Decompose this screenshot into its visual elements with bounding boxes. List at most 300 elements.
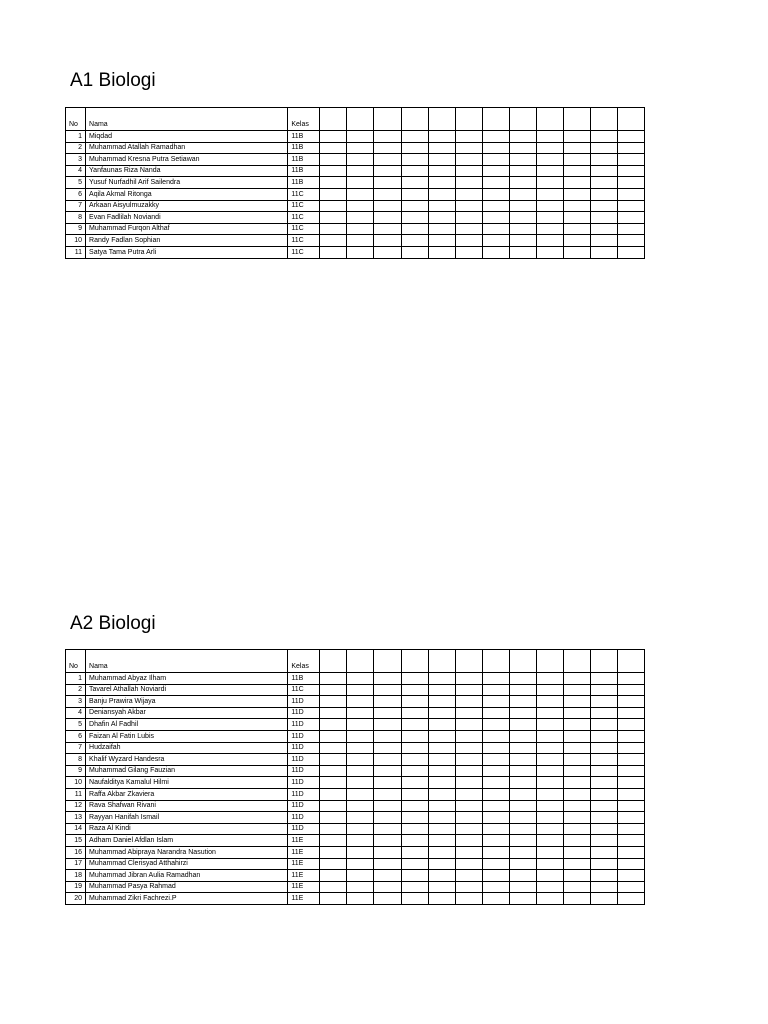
blank-cell [401, 177, 428, 189]
blank-cell [617, 223, 644, 235]
blank-cell [509, 673, 536, 685]
blank-cell [374, 131, 401, 143]
student-class: 11B [288, 142, 320, 154]
blank-cell [563, 812, 590, 824]
blank-cell [590, 823, 617, 835]
row-number: 7 [66, 200, 86, 212]
header-blank-cell [590, 108, 617, 131]
row-number: 5 [66, 177, 86, 189]
header-blank-cell [428, 108, 455, 131]
table-row [66, 177, 645, 189]
blank-cell [320, 765, 347, 777]
blank-cell [482, 246, 509, 258]
blank-cell [428, 200, 455, 212]
blank-cell [590, 788, 617, 800]
table-row [66, 131, 645, 143]
blank-cell [374, 177, 401, 189]
blank-cell [536, 846, 563, 858]
blank-cell [536, 165, 563, 177]
blank-cell [590, 165, 617, 177]
header-blank-cell [536, 108, 563, 131]
blank-cell [374, 223, 401, 235]
blank-cell [401, 835, 428, 847]
blank-cell [617, 212, 644, 224]
blank-cell [617, 846, 644, 858]
student-name: Rava Shafwan Rivani [86, 800, 288, 812]
table-row [66, 788, 645, 800]
blank-cell [320, 142, 347, 154]
header-blank-cell [509, 650, 536, 673]
blank-cell [347, 881, 374, 893]
blank-cell [347, 200, 374, 212]
blank-cell [482, 823, 509, 835]
blank-cell [509, 742, 536, 754]
student-name: Raza Al Kindi [86, 823, 288, 835]
blank-cell [374, 742, 401, 754]
blank-cell [428, 165, 455, 177]
blank-cell [401, 870, 428, 882]
student-class: 11C [288, 188, 320, 200]
blank-cell [482, 212, 509, 224]
blank-cell [347, 858, 374, 870]
row-number: 3 [66, 154, 86, 166]
table-row [66, 188, 645, 200]
row-number: 19 [66, 881, 86, 893]
blank-cell [455, 165, 482, 177]
blank-cell [347, 177, 374, 189]
blank-cell [428, 788, 455, 800]
header-kelas: Kelas [288, 108, 320, 131]
blank-cell [536, 823, 563, 835]
blank-cell [320, 684, 347, 696]
blank-cell [617, 188, 644, 200]
header-no: No [66, 108, 86, 131]
blank-cell [563, 893, 590, 905]
blank-cell [401, 719, 428, 731]
blank-cell [509, 177, 536, 189]
blank-cell [509, 246, 536, 258]
blank-cell [455, 673, 482, 685]
blank-cell [374, 696, 401, 708]
blank-cell [428, 154, 455, 166]
header-no: No [66, 650, 86, 673]
blank-cell [482, 200, 509, 212]
student-name: Muhammad Gilang Fauzian [86, 765, 288, 777]
blank-cell [617, 870, 644, 882]
blank-cell [455, 823, 482, 835]
blank-cell [563, 200, 590, 212]
blank-cell [590, 858, 617, 870]
blank-cell [455, 788, 482, 800]
blank-cell [590, 177, 617, 189]
blank-cell [455, 719, 482, 731]
blank-cell [455, 200, 482, 212]
student-name: Adham Daniel Afdlan Islam [86, 835, 288, 847]
blank-cell [455, 223, 482, 235]
blank-cell [455, 742, 482, 754]
blank-cell [590, 812, 617, 824]
blank-cell [374, 823, 401, 835]
blank-cell [536, 696, 563, 708]
blank-cell [320, 223, 347, 235]
blank-cell [563, 131, 590, 143]
blank-cell [374, 165, 401, 177]
blank-cell [401, 765, 428, 777]
blank-cell [536, 730, 563, 742]
blank-cell [563, 835, 590, 847]
blank-cell [320, 673, 347, 685]
blank-cell [320, 730, 347, 742]
header-row [66, 108, 645, 131]
student-class: 11B [288, 165, 320, 177]
student-class: 11D [288, 765, 320, 777]
blank-cell [428, 188, 455, 200]
row-number: 4 [66, 707, 86, 719]
header-blank-cell [428, 650, 455, 673]
blank-cell [401, 212, 428, 224]
row-number: 9 [66, 223, 86, 235]
blank-cell [428, 223, 455, 235]
blank-cell [536, 131, 563, 143]
blank-cell [374, 142, 401, 154]
blank-cell [536, 835, 563, 847]
row-number: 16 [66, 846, 86, 858]
table-row [66, 823, 645, 835]
blank-cell [347, 212, 374, 224]
student-class: 11D [288, 754, 320, 766]
student-name: Satya Tama Putra Arli [86, 246, 288, 258]
blank-cell [536, 200, 563, 212]
blank-cell [401, 707, 428, 719]
student-class: 11D [288, 696, 320, 708]
student-class: 11E [288, 893, 320, 905]
blank-cell [617, 730, 644, 742]
blank-cell [401, 800, 428, 812]
blank-cell [374, 212, 401, 224]
table-row [66, 881, 645, 893]
blank-cell [563, 777, 590, 789]
blank-cell [428, 177, 455, 189]
student-name: Muhammad Kresna Putra Setiawan [86, 154, 288, 166]
blank-cell [320, 870, 347, 882]
blank-cell [428, 684, 455, 696]
student-name: Arkaan Aisyulmuzakky [86, 200, 288, 212]
blank-cell [320, 846, 347, 858]
blank-cell [482, 893, 509, 905]
blank-cell [563, 684, 590, 696]
blank-cell [374, 870, 401, 882]
blank-cell [320, 823, 347, 835]
blank-cell [401, 223, 428, 235]
blank-cell [401, 246, 428, 258]
blank-cell [482, 881, 509, 893]
header-blank-cell [455, 650, 482, 673]
blank-cell [617, 235, 644, 247]
blank-cell [455, 812, 482, 824]
student-class: 11C [288, 200, 320, 212]
blank-cell [563, 823, 590, 835]
blank-cell [401, 893, 428, 905]
row-number: 11 [66, 788, 86, 800]
blank-cell [455, 684, 482, 696]
blank-cell [590, 765, 617, 777]
blank-cell [455, 188, 482, 200]
blank-cell [536, 893, 563, 905]
student-name: Muhammad Atallah Ramadhan [86, 142, 288, 154]
blank-cell [563, 800, 590, 812]
student-name: Muhammad Pasya Rahmad [86, 881, 288, 893]
blank-cell [374, 835, 401, 847]
blank-cell [536, 765, 563, 777]
blank-cell [401, 788, 428, 800]
student-class: 11C [288, 235, 320, 247]
blank-cell [320, 835, 347, 847]
blank-cell [482, 730, 509, 742]
blank-cell [617, 858, 644, 870]
blank-cell [320, 719, 347, 731]
blank-cell [347, 742, 374, 754]
blank-cell [347, 246, 374, 258]
blank-cell [482, 719, 509, 731]
blank-cell [563, 696, 590, 708]
blank-cell [536, 719, 563, 731]
row-number: 4 [66, 165, 86, 177]
blank-cell [536, 223, 563, 235]
header-nama: Nama [86, 650, 288, 673]
blank-cell [347, 673, 374, 685]
blank-cell [482, 777, 509, 789]
blank-cell [509, 223, 536, 235]
student-name: Rayyan Hanifah Ismail [86, 812, 288, 824]
student-name: Naufalditya Kamalul Hilmi [86, 777, 288, 789]
blank-cell [455, 696, 482, 708]
blank-cell [374, 754, 401, 766]
blank-cell [617, 707, 644, 719]
student-class: 11D [288, 788, 320, 800]
blank-cell [347, 835, 374, 847]
blank-cell [374, 765, 401, 777]
blank-cell [590, 684, 617, 696]
blank-cell [617, 812, 644, 824]
row-number: 3 [66, 696, 86, 708]
blank-cell [509, 754, 536, 766]
blank-cell [347, 223, 374, 235]
row-number: 13 [66, 812, 86, 824]
blank-cell [590, 777, 617, 789]
blank-cell [347, 812, 374, 824]
row-number: 8 [66, 212, 86, 224]
blank-cell [563, 719, 590, 731]
blank-cell [347, 154, 374, 166]
header-blank-cell [401, 650, 428, 673]
blank-cell [401, 696, 428, 708]
blank-cell [563, 235, 590, 247]
blank-cell [563, 858, 590, 870]
blank-cell [401, 742, 428, 754]
blank-cell [401, 188, 428, 200]
blank-cell [320, 858, 347, 870]
blank-cell [347, 754, 374, 766]
student-class: 11E [288, 858, 320, 870]
blank-cell [428, 719, 455, 731]
blank-cell [455, 177, 482, 189]
header-blank-cell [536, 650, 563, 673]
blank-cell [482, 835, 509, 847]
student-name: Raffa Akbar Zkaviera [86, 788, 288, 800]
table-row [66, 800, 645, 812]
blank-cell [320, 788, 347, 800]
row-number: 14 [66, 823, 86, 835]
blank-cell [401, 846, 428, 858]
blank-cell [320, 154, 347, 166]
header-blank-cell [617, 108, 644, 131]
blank-cell [617, 754, 644, 766]
blank-cell [536, 154, 563, 166]
blank-cell [563, 673, 590, 685]
blank-cell [482, 765, 509, 777]
student-class: 11D [288, 777, 320, 789]
blank-cell [536, 788, 563, 800]
blank-cell [536, 777, 563, 789]
blank-cell [347, 696, 374, 708]
blank-cell [455, 754, 482, 766]
header-blank-cell [401, 108, 428, 131]
blank-cell [347, 893, 374, 905]
blank-cell [617, 200, 644, 212]
blank-cell [617, 131, 644, 143]
student-class: 11C [288, 246, 320, 258]
blank-cell [590, 754, 617, 766]
blank-cell [320, 200, 347, 212]
header-blank-cell [482, 650, 509, 673]
header-blank-cell [347, 108, 374, 131]
blank-cell [374, 200, 401, 212]
header-blank-cell [374, 650, 401, 673]
blank-cell [482, 223, 509, 235]
student-table-a1 [65, 107, 645, 259]
blank-cell [482, 858, 509, 870]
blank-cell [509, 870, 536, 882]
blank-cell [509, 765, 536, 777]
blank-cell [347, 730, 374, 742]
blank-cell [455, 881, 482, 893]
blank-cell [428, 696, 455, 708]
blank-cell [563, 870, 590, 882]
blank-cell [347, 131, 374, 143]
blank-cell [536, 870, 563, 882]
table-row [66, 142, 645, 154]
blank-cell [482, 673, 509, 685]
blank-cell [509, 812, 536, 824]
blank-cell [320, 777, 347, 789]
blank-cell [320, 131, 347, 143]
blank-cell [509, 131, 536, 143]
student-name: Khalif Wyzard Handesra [86, 754, 288, 766]
blank-cell [482, 812, 509, 824]
blank-cell [347, 188, 374, 200]
blank-cell [590, 800, 617, 812]
student-class: 11E [288, 846, 320, 858]
blank-cell [509, 235, 536, 247]
student-name: Yanfaunas Riza Nanda [86, 165, 288, 177]
student-name: Miqdad [86, 131, 288, 143]
row-number: 9 [66, 765, 86, 777]
blank-cell [617, 893, 644, 905]
header-blank-cell [374, 108, 401, 131]
student-class: 11D [288, 719, 320, 731]
blank-cell [617, 835, 644, 847]
blank-cell [320, 800, 347, 812]
blank-cell [347, 684, 374, 696]
blank-cell [536, 188, 563, 200]
blank-cell [509, 730, 536, 742]
blank-cell [590, 212, 617, 224]
student-name: Banju Prawira Wijaya [86, 696, 288, 708]
blank-cell [374, 154, 401, 166]
table-row [66, 730, 645, 742]
student-name: Yusuf Nurfadhil Arif Sailendra [86, 177, 288, 189]
blank-cell [482, 235, 509, 247]
blank-cell [455, 893, 482, 905]
blank-cell [563, 165, 590, 177]
blank-cell [617, 742, 644, 754]
student-name: Deniansyah Akbar [86, 707, 288, 719]
row-number: 1 [66, 131, 86, 143]
blank-cell [401, 131, 428, 143]
student-class: 11B [288, 131, 320, 143]
blank-cell [590, 223, 617, 235]
header-blank-cell [617, 650, 644, 673]
blank-cell [320, 177, 347, 189]
blank-cell [590, 893, 617, 905]
blank-cell [482, 131, 509, 143]
blank-cell [455, 765, 482, 777]
table-row [66, 684, 645, 696]
table-row [66, 707, 645, 719]
student-class: 11C [288, 223, 320, 235]
blank-cell [428, 881, 455, 893]
student-name: Muhammad Abyaz Ilham [86, 673, 288, 685]
row-number: 2 [66, 684, 86, 696]
blank-cell [590, 696, 617, 708]
header-blank-cell [455, 108, 482, 131]
row-number: 1 [66, 673, 86, 685]
student-class: 11D [288, 823, 320, 835]
blank-cell [374, 788, 401, 800]
blank-cell [428, 858, 455, 870]
blank-cell [374, 684, 401, 696]
blank-cell [482, 142, 509, 154]
blank-cell [590, 707, 617, 719]
blank-cell [590, 188, 617, 200]
blank-cell [428, 754, 455, 766]
blank-cell [347, 777, 374, 789]
blank-cell [401, 754, 428, 766]
blank-cell [320, 235, 347, 247]
header-blank-cell [482, 108, 509, 131]
blank-cell [320, 246, 347, 258]
blank-cell [428, 870, 455, 882]
blank-cell [509, 165, 536, 177]
blank-cell [482, 188, 509, 200]
student-class: 11D [288, 730, 320, 742]
blank-cell [374, 881, 401, 893]
table-row [66, 696, 645, 708]
blank-cell [482, 742, 509, 754]
blank-cell [428, 212, 455, 224]
blank-cell [374, 812, 401, 824]
header-blank-cell [590, 650, 617, 673]
